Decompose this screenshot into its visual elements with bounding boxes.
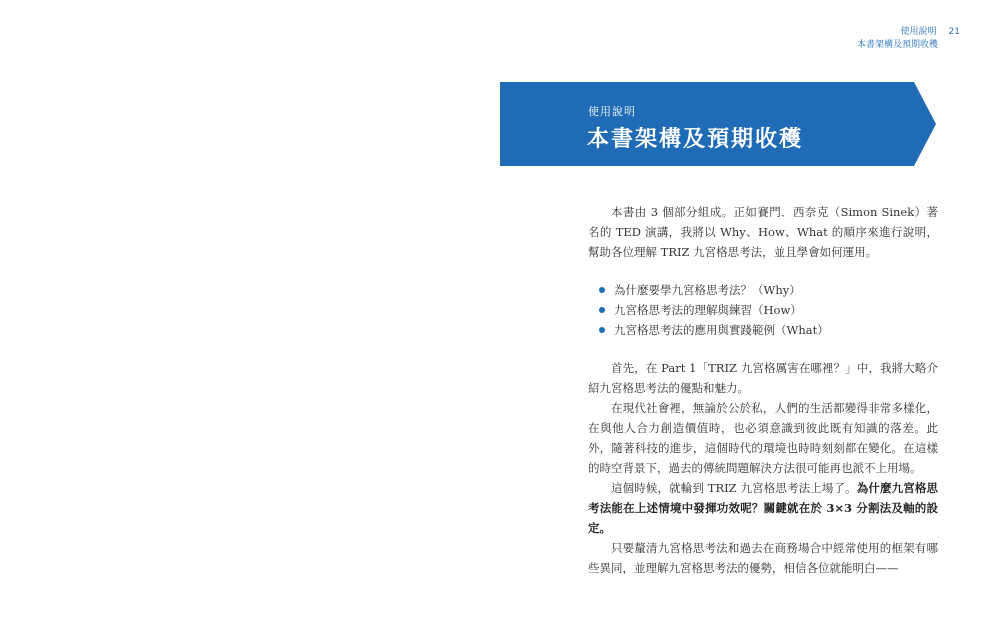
bullet-item <box>588 320 938 340</box>
banner-kicker: 使用說明 <box>588 105 636 118</box>
bullet-dot-icon <box>599 287 605 293</box>
banner-title: 本書架構及預期收穫 <box>587 127 804 152</box>
header-section: 使用說明 <box>900 27 937 37</box>
paragraph-key-point <box>588 478 938 538</box>
paragraph-comparison: 只要釐清九宮格思考法和過去在商務場合中經常使用的框架有哪些異同，並理解九宮格思考法的優勢，相信各位就能明白—— <box>588 541 938 575</box>
header-chapter: 本書架構及預期收穫 <box>856 40 938 50</box>
key-point-bold: 為什麼九宮格思考法能在上述情境中發揮功效呢？關鍵就在於 3×3 分割法及軸的設定。 <box>588 481 939 535</box>
page-number: 21 <box>948 27 960 37</box>
bullet-dot-icon <box>599 327 605 333</box>
paragraph-modern-society: 在現代社會裡，無論於公於私，人們的生活都變得非常多樣化，在與他人合力創造價值時，也必須意識到彼此既有知識的落差。此外，隨著科技的進步，這個時代的環境也時時刻刻都在變化。在這樣的時空背景下，過去的傳統問題解決方法很可能再也派不上用場。 <box>588 401 938 475</box>
bullet-item <box>588 300 938 320</box>
bullet-list <box>588 280 938 340</box>
bullet-text: 九宮格思考法的理解與練習（How） <box>614 303 802 317</box>
body-text <box>588 202 938 578</box>
header-row-1 <box>857 26 960 39</box>
bullet-text: 九宮格思考法的應用與實踐範例（What） <box>614 323 829 337</box>
paragraph-part1: 首先，在 Part 1「TRIZ 九宮格厲害在哪裡？」中，我將大略介紹九宮格思考法的優點和魅力。 <box>588 361 938 395</box>
bullet-text: 為什麼要學九宮格思考法？（Why） <box>614 283 801 297</box>
bullet-item <box>588 280 938 300</box>
chapter-banner <box>500 82 936 166</box>
key-point-plain: 這個時候，就輪到 TRIZ 九宮格思考法上場了。 <box>611 481 857 495</box>
running-header <box>857 26 960 52</box>
intro-paragraph: 本書由 3 個部分組成。正如賽門．西奈克（Simon Sinek）著名的 TED 演講，我將以 Why、How、What 的順序來進行說明，幫助各位理解 TRIZ 九宮格思考法，並且學會如何運用。 <box>588 205 938 259</box>
bullet-dot-icon <box>599 307 605 313</box>
